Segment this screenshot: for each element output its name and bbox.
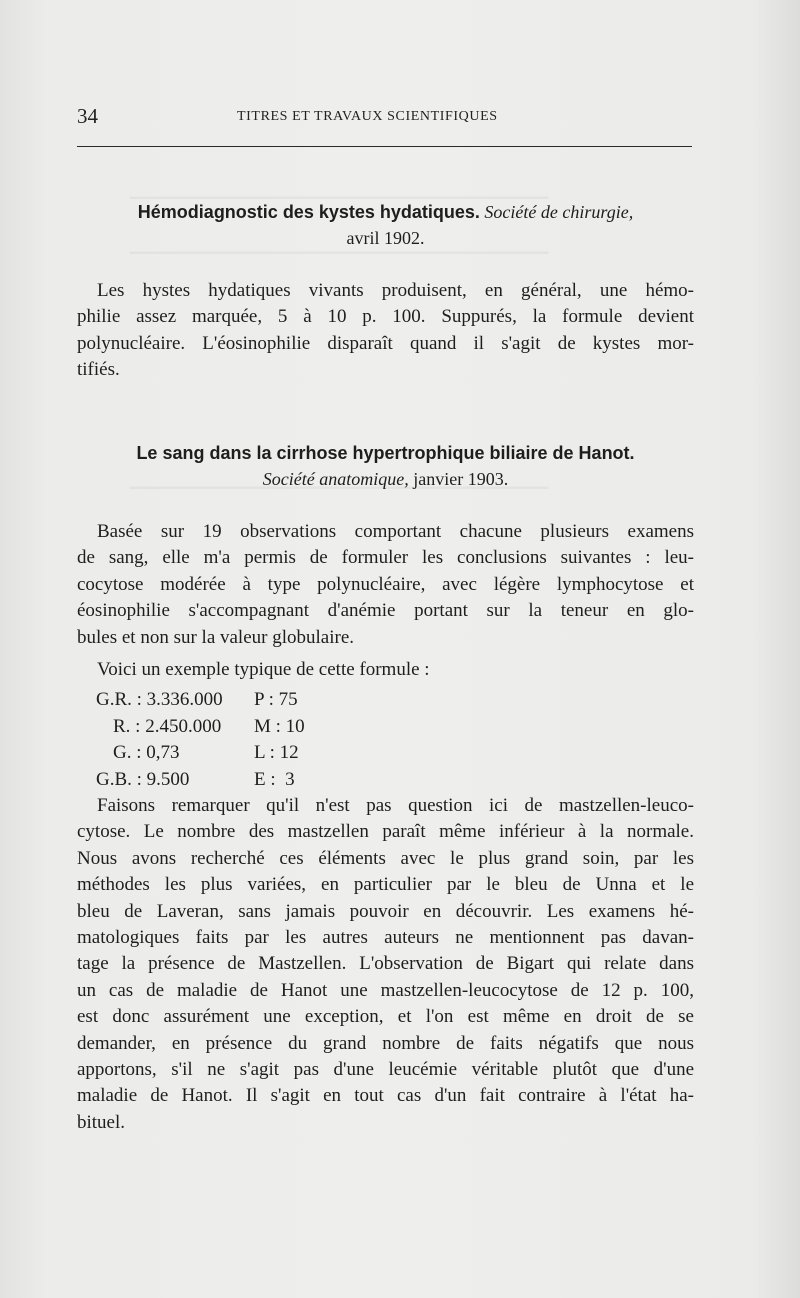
section2-title-line1 xyxy=(77,440,694,466)
formula-row xyxy=(96,687,356,714)
text-line: bleu de Laveran, sans jamais pouvoir en découvrir. Les examens hé- xyxy=(77,900,694,922)
section2-paragraph1 xyxy=(77,519,694,651)
show-through-bleed xyxy=(130,180,548,200)
formula-right: M : 10 xyxy=(254,715,305,737)
section2-title-italic: Société anatomique, xyxy=(262,469,409,489)
blood-formula xyxy=(96,687,356,793)
running-title: TITRES ET TRAVAUX SCIENTIFIQUES xyxy=(237,109,498,124)
formula-row xyxy=(96,714,356,741)
text-line: matologiques faits par les autres auteurs ne mentionnent pas davan- xyxy=(77,927,694,949)
text-line: Les hystes hydatiques vivants produisent, en général, une hémo- xyxy=(97,280,694,301)
header-rule xyxy=(77,146,692,147)
formula-left: G.B. : 9.500 xyxy=(96,768,190,790)
formula-row xyxy=(96,740,356,767)
text-line: éosinophilie s'accompagnant d'anémie portant sur la teneur en glo- xyxy=(77,600,694,622)
formula-right: L : 12 xyxy=(254,742,299,763)
section1-title-italic: Société de chirurgie, xyxy=(484,202,634,222)
section2-paragraph3 xyxy=(77,793,694,1136)
text-line: est donc assurément une exception, et l'on est même en droit de se xyxy=(77,1006,694,1028)
text-line: bules et non sur la valeur globulaire. xyxy=(77,626,355,648)
text-line: apportons, s'il ne s'agit pas d'une leucémie véritable plutôt que d'une xyxy=(77,1059,694,1081)
text-line: polynucléaire. L'éosinophilie disparaît quand il s'agit de kystes mor- xyxy=(77,332,694,354)
text-line: Faisons remarquer qu'il n'est pas question ici de mastzellen-leuco- xyxy=(97,795,694,816)
formula-left: R. : 2.450.000 xyxy=(113,715,222,737)
text-line: cocytose modérée à type polynucléaire, avec légère lymphocytose et xyxy=(77,573,694,595)
section2-title xyxy=(77,440,694,492)
text-line: philie assez marquée, 5 à 10 p. 100. Suppurés, la formule devient xyxy=(77,306,694,328)
formula-left: G. : 0,73 xyxy=(113,742,180,763)
formula-right: P : 75 xyxy=(254,689,298,710)
text-line: tage la présence de Mastzellen. L'observation de Bigart qui relate dans xyxy=(77,953,694,975)
text-line: maladie de Hanot. Il s'agit en tout cas d'un fait contraire à l'état ha- xyxy=(77,1085,694,1107)
section2-paragraph2 xyxy=(77,657,694,683)
text-line: de sang, elle m'a permis de formuler les conclusions suivantes : leu- xyxy=(77,547,694,569)
text-line: Voici un exemple typique de cette formule : xyxy=(97,659,430,680)
section1-title-line1 xyxy=(77,199,694,225)
section1-date: avril 1902. xyxy=(346,228,425,248)
formula-row xyxy=(96,767,356,794)
formula-right: E : 3 xyxy=(254,768,295,790)
text-line: Basée sur 19 observations comportant chacune plusieurs examens xyxy=(97,521,694,542)
text-line: méthodes les plus variées, en particulier par le bleu de Unna et le xyxy=(77,874,694,896)
text-line: bituel. xyxy=(77,1111,126,1133)
section1-title xyxy=(77,199,694,251)
section1-title-bold: Hémodiagnostic des kystes hydatiques. xyxy=(137,202,480,222)
text-line: tifiés. xyxy=(77,359,120,381)
text-line: un cas de maladie de Hanot une mastzellen-leucocytose de 12 p. 100, xyxy=(77,979,694,1001)
text-line: demander, en présence du grand nombre de faits négatifs que nous xyxy=(77,1032,694,1054)
section2-title-line2 xyxy=(77,466,694,492)
section1-body xyxy=(77,278,694,384)
page-header xyxy=(77,104,692,130)
text-line: cytose. Le nombre des mastzellen paraît même inférieur à la normale. xyxy=(77,821,694,843)
section2-title-bold: Le sang dans la cirrhose hypertrophique biliaire de Hanot. xyxy=(136,443,635,463)
section2-date: janvier 1903. xyxy=(413,469,509,489)
page-number: 34 xyxy=(77,104,98,128)
formula-left: G.R. : 3.336.000 xyxy=(96,689,223,710)
text-line: Nous avons recherché ces éléments avec le plus grand soin, par les xyxy=(77,847,694,869)
